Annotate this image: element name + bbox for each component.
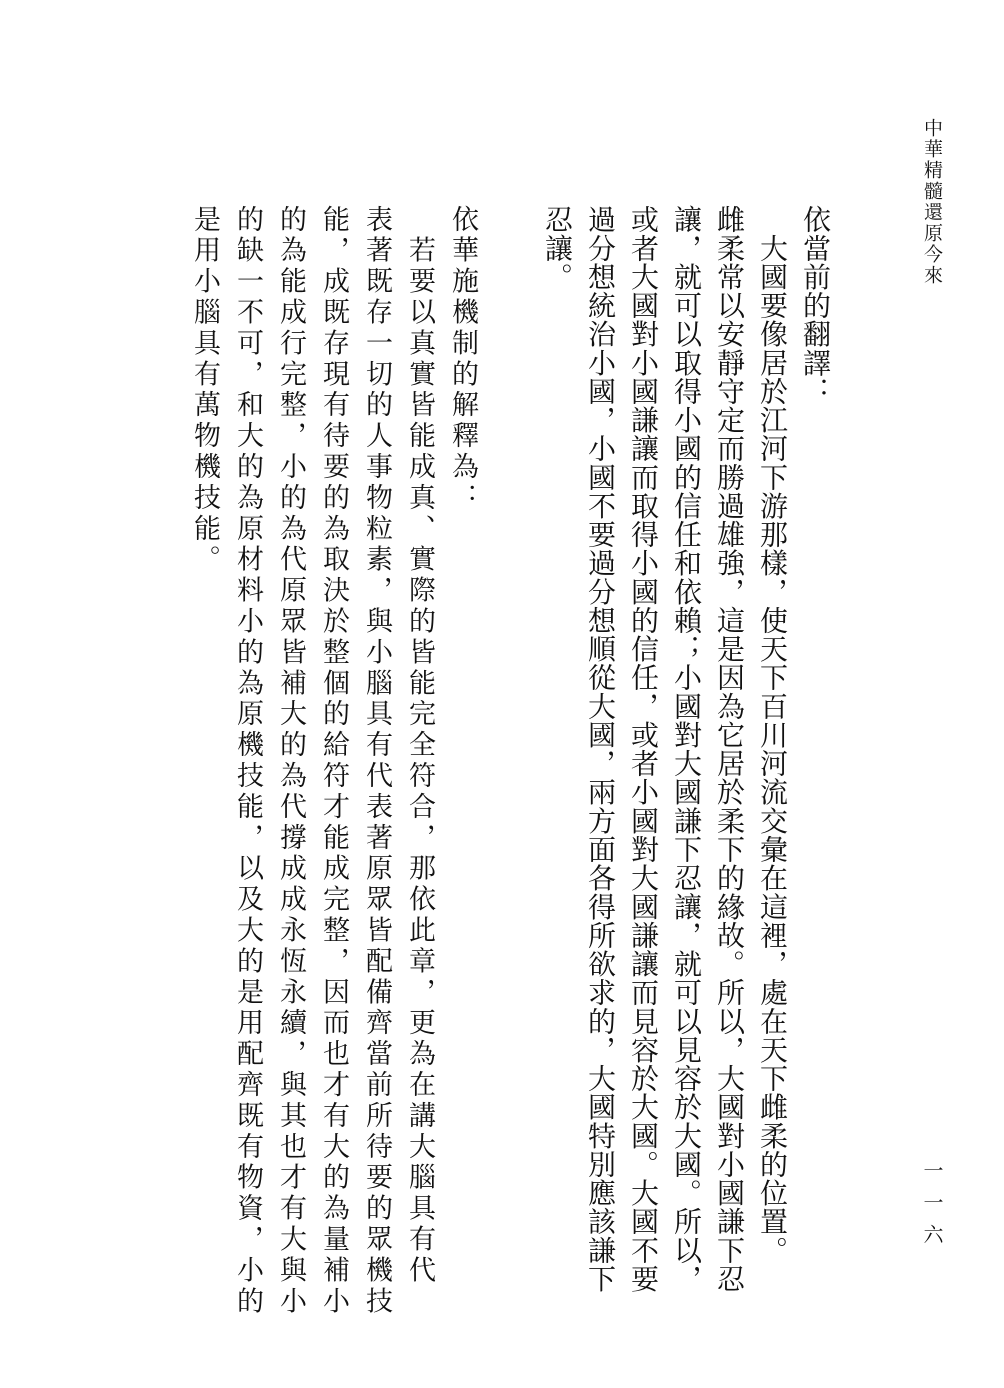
- paragraph-line: 的為能成行完整，小的為代原眾皆補大的為代撐成成永恆永續，與其也才有大與小: [275, 205, 306, 1318]
- paragraph-line: 表著既存一切的人事物粒素，與小腦具有代表著原眾皆配備齊當前所待要的眾機技: [361, 205, 392, 1318]
- section-heading: 依華施機制的解釋為：: [447, 205, 478, 514]
- paragraph-line: 若要以真實皆能成真、實際的皆能完全符合，那依此章，更為在講大腦具有代: [404, 205, 435, 1287]
- paragraph-line: 或者大國對小國謙讓而取得小國的信任，或者小國對大國謙讓而見容於大國。大國不要: [627, 205, 660, 1293]
- paragraph-line: 能，成既存現有待要的為取決於整個的給符才能成完整，因而也才有大的為量補小: [318, 205, 349, 1318]
- section-heading: 依當前的翻譯：: [799, 205, 832, 406]
- paragraph-line: 雌柔常以安靜守定而勝過雄強，這是因為它居於柔下的緣故。所以，大國對小國謙下忍: [713, 205, 746, 1293]
- page-number: 一一六: [920, 1160, 944, 1256]
- paragraph-line: 讓，就可以取得小國的信任和依賴；小國對大國謙下忍讓，就可以見容於大國。所以，: [670, 205, 703, 1293]
- paragraph-line: 大國要像居於江河下游那樣，使天下百川河流交彙在這裡，處在天下雌柔的位置。: [756, 205, 789, 1265]
- paragraph-line: 過分想統治小國，小國不要過分想順從大國，兩方面各得所欲求的，大國特別應該謙下: [584, 205, 617, 1293]
- paragraph-line: 忍讓。: [541, 205, 574, 291]
- book-title-header: 中華精髓還原今來: [921, 118, 943, 286]
- paragraph-line: 是用小腦具有萬物機技能。: [189, 205, 220, 576]
- paragraph-line: 的缺一不可，和大的為原材料小的為原機技能，以及大的是用配齊既有物資，小的: [232, 205, 263, 1318]
